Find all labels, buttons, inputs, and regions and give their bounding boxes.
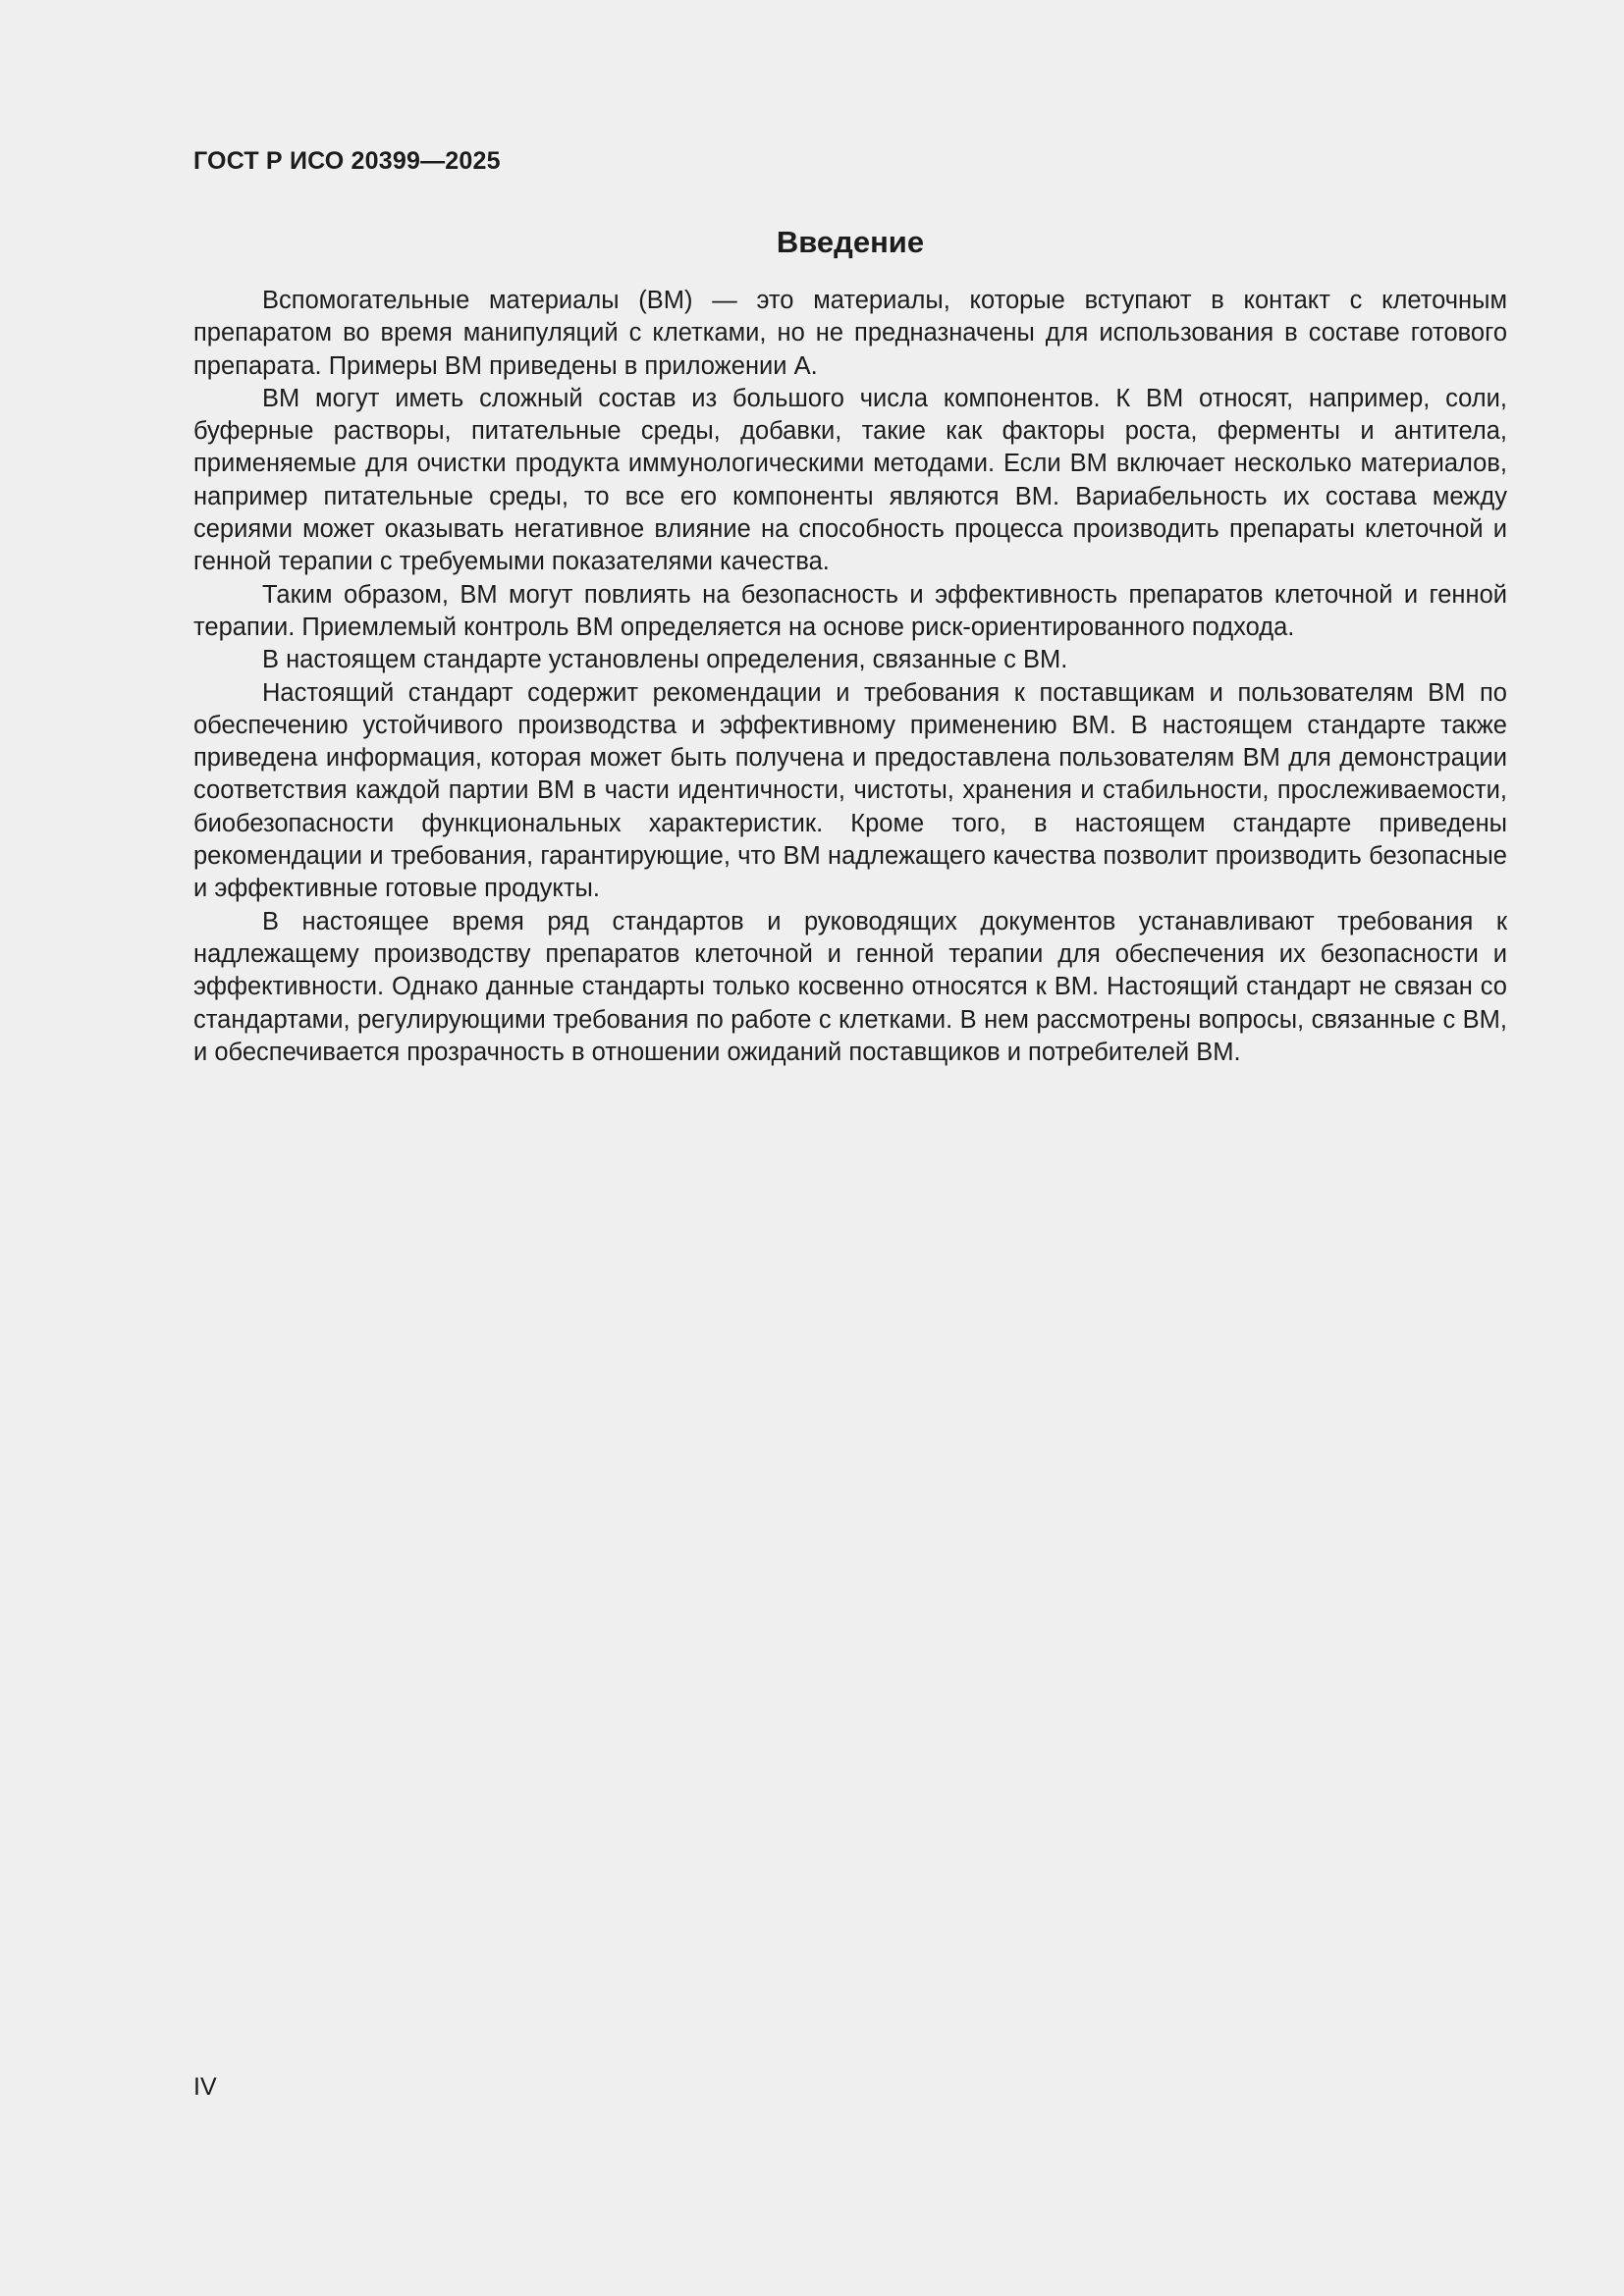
paragraph-6: В настоящее время ряд стандартов и руководящих документов устанавливают требования к надлежащему производству препаратов клеточной и генной терапии для обеспечения их безопасности и эффективности. Однако данные стандарты только косвенно относятся к ВМ. Настоящий стандарт не связан со стандартами, регулирующими требования по работе с клетками. В нем рассмотрены вопросы, связанные с ВМ, и обеспечивается прозрачность в отношении ожиданий поставщиков и потребителей ВМ. xyxy=(193,907,1507,1066)
page-number: IV xyxy=(193,2073,217,2101)
paragraph-3: Таким образом, ВМ могут повлиять на безопасность и эффективность препаратов клеточной и генной терапии. Приемлемый контроль ВМ определяется на основе риск-ориентированного подхода. xyxy=(193,580,1507,641)
document-code-header: ГОСТ Р ИСО 20399—2025 xyxy=(193,147,501,175)
paragraph-5: Настоящий стандарт содержит рекомендации и требования к поставщикам и пользователям ВМ по обеспечению устойчивого производства и эффективному применению ВМ. В настоящем стандарте также приведена информация, которая может быть получена и предоставлена пользователям ВМ для демонстрации соответствия каждой партии ВМ в части идентичности, чистоты, хранения и стабильности, прослеживаемости, биобезопасности функциональных характеристик. Кроме того, в настоящем стандарте приведены рекомендации и требования, гарантирующие, что ВМ надлежащего качества позволит производить безопасные и эффективные готовые продукты. xyxy=(193,678,1507,903)
paragraph-2: ВМ могут иметь сложный состав из большого числа компонентов. К ВМ относят, например, соли, буферные растворы, питательные среды, добавки, такие как факторы роста, ферменты и антитела, применяемые для очистки продукта иммунологическими методами. Если ВМ включает несколько материалов, например питательные среды, то все его компоненты являются ВМ. Вариабельность их состава между сериями может оказывать негативное влияние на способность процесса производить препараты клеточной и генной терапии с требуемыми показателями качества. xyxy=(193,384,1507,576)
paragraph-4: В настоящем стандарте установлены определения, связанные с ВМ. xyxy=(262,646,1068,674)
section-title: Введение xyxy=(776,225,925,259)
paragraph-1: Вспомогательные материалы (ВМ) — это материалы, которые вступают в контакт с клеточным препаратом во время манипуляций с клетками, но не предназначены для использования в составе готового препарата. Примеры ВМ приведены в приложении А. xyxy=(193,287,1507,380)
section-body xyxy=(193,285,1507,1069)
